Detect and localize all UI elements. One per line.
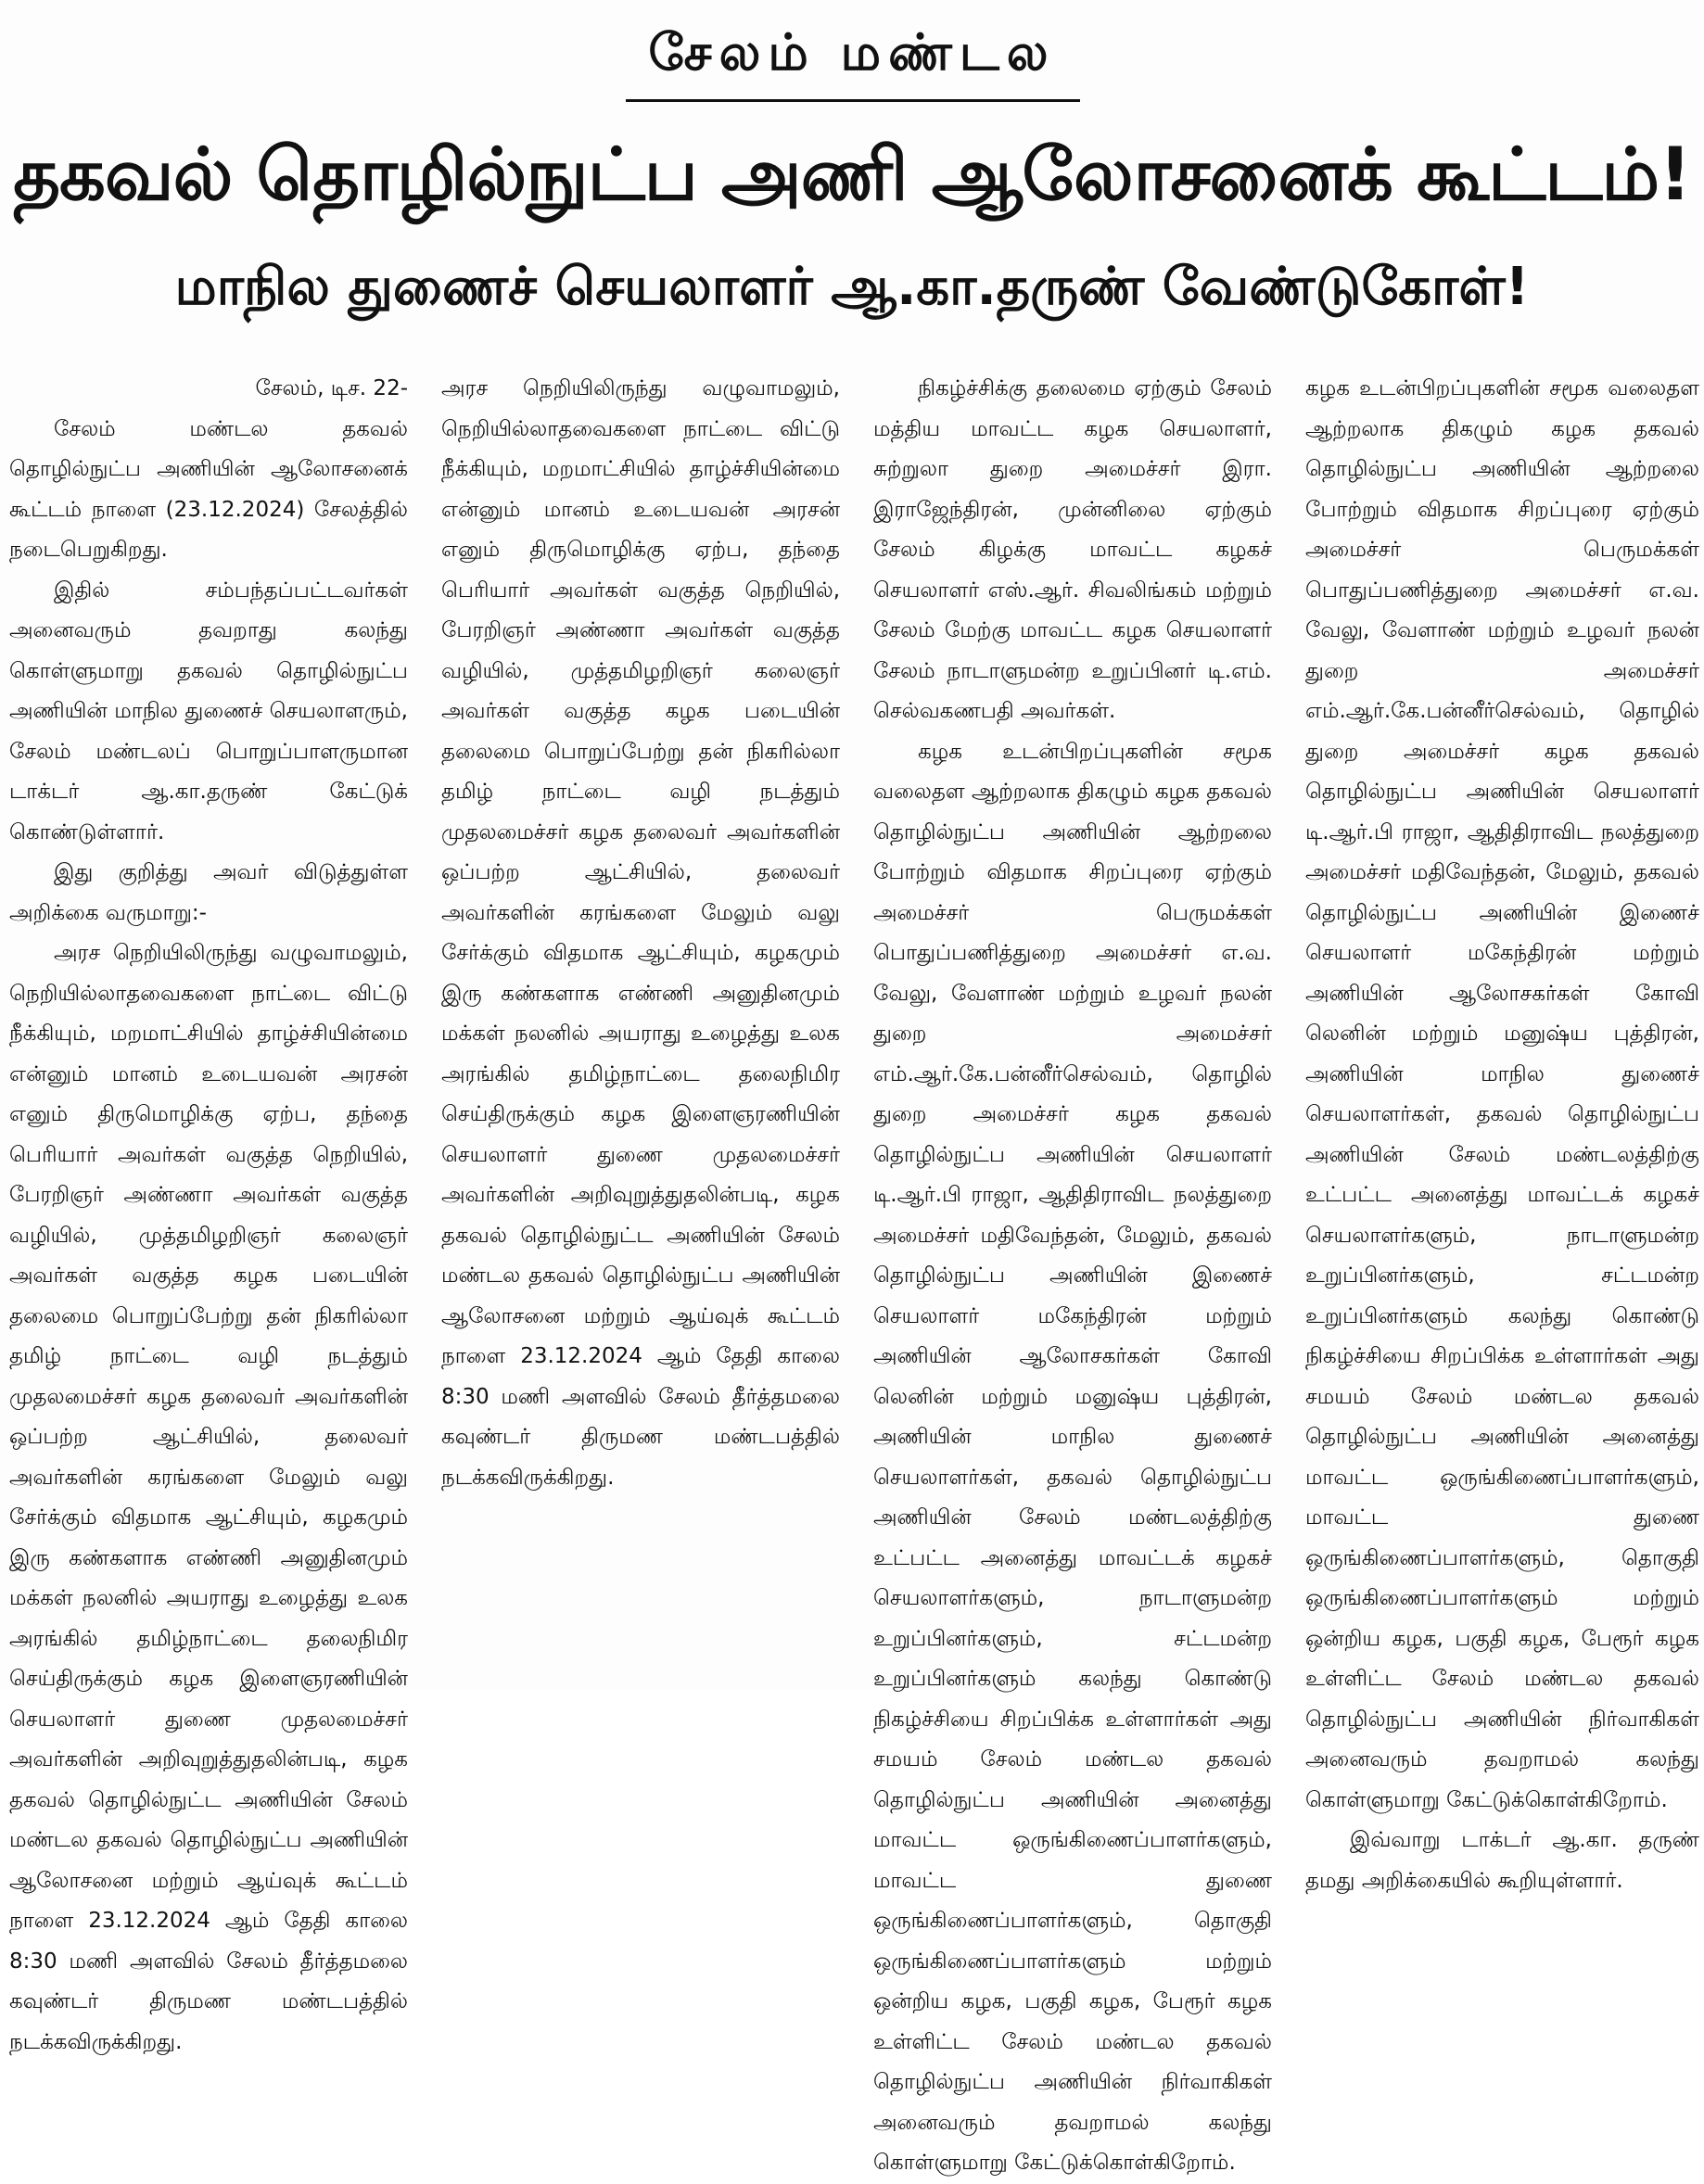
article-column-3 bbox=[873, 369, 1272, 2175]
article-column-1 bbox=[9, 369, 408, 2054]
article-paragraph: கழக உடன்பிறப்புகளின் சமூக வலைதள ஆற்றலாக திகழும் கழக தகவல் தொழில்நுட்ப அணியின் ஆற்றலை போற்றும் விதமாக சிறப்புரை ஏற்கும் அமைச்சர் பெருமக்கள் பொதுப்பணித்துறை அமைச்சர் எ.வ. வேலு, வேளாண் மற்றும் உழவர் நலன் துறை அமைச்சர் எம்.ஆர்.கே.பன்னீர்செல்வம், தொழில் துறை அமைச்சர் கழக தகவல் தொழில்நுட்ப அணியின் செயலாளர் டி.ஆர்.பி ராஜா, ஆதிதிராவிட நலத்துறை அமைச்சர் மதிவேந்தன், மேலும், தகவல் தொழில்நுட்ப அணியின் இணைச் செயலாளர் மகேந்திரன் மற்றும் அணியின் ஆலோசகர்கள் கோவி லெனின் மற்றும் மனுஷ்ய புத்திரன், அணியின் மாநில துணைச் செயலாளர்கள், தகவல் தொழில்நுட்ப அணியின் சேலம் மண்டலத்திற்கு உட்பட்ட அனைத்து மாவட்டக் கழகச் செயலாளர்களும், நாடாளுமன்ற உறுப்பினர்களும், சட்டமன்ற உறுப்பினர்களும் கலந்து கொண்டு நிகழ்ச்சியை சிறப்பிக்க உள்ளார்கள் அது சமயம் சேலம் மண்டல தகவல் தொழில்நுட்ப அணியின் அனைத்து மாவட்ட ஒருங்கிணைப்பாளர்களும், மாவட்ட துணை ஒருங்கிணைப்பாளர்களும், தொகுதி ஒருங்கிணைப்பாளர்களும் மற்றும் ஒன்றிய கழக, பகுதி கழக, பேரூர் கழக உள்ளிட்ட சேலம் மண்டல தகவல் தொழில்நுட்ப அணியின் நிர்வாகிகள் அனைவரும் தவறாமல் கலந்து கொள்ளுமாறு கேட்டுக்கொள்கிறோம். bbox=[873, 739, 1272, 2175]
article-column-2 bbox=[441, 369, 840, 1685]
article-body bbox=[0, 369, 1704, 2175]
subheadline: மாநில துணைச் செயலாளர் ஆ.கா.தருண் வேண்டுகோள்! bbox=[174, 257, 1530, 317]
dateline: சேலம், டிச. 22- bbox=[255, 376, 408, 400]
article-paragraph: இதில் சம்பந்தப்பட்டவர்கள் அனைவரும் தவறாது கலந்து கொள்ளுமாறு தகவல் தொழில்நுட்ப அணியின் மாநில துணைச் செயலாளரும், சேலம் மண்டலப் பொறுப்பாளருமான டாக்டர் ஆ.கா.தருண் கேட்டுக் கொண்டுள்ளார். bbox=[9, 578, 408, 844]
article-column-4 bbox=[1305, 369, 1699, 1893]
article-paragraph: நிகழ்ச்சிக்கு தலைமை ஏற்கும் சேலம் மத்திய மாவட்ட கழக செயலாளர், சுற்றுலா துறை அமைச்சர் இரா. இராஜேந்திரன், முன்னிலை ஏற்கும் சேலம் கிழக்கு மாவட்ட கழகச் செயலாளர் எஸ்.ஆர். சிவலிங்கம் மற்றும் சேலம் மேற்கு மாவட்ட கழக செயலாளர் சேலம் நாடாளுமன்ற உறுப்பினர் டி.எம். செல்வகணபதி அவர்கள். bbox=[873, 376, 1272, 723]
article-paragraph: இவ்வாறு டாக்டர் ஆ.கா. தருண் தமது அறிக்கையில் கூறியுள்ளார். bbox=[1305, 1828, 1699, 1893]
kicker-underline bbox=[626, 99, 1080, 102]
article-paragraph: இது குறித்து அவர் விடுத்துள்ள அறிக்கை வருமாறு:- bbox=[9, 860, 408, 925]
article-paragraph: சேலம் மண்டல தகவல் தொழில்நுட்ப அணியின் ஆலோசனைக் கூட்டம் நாளை (23.12.2024) சேலத்தில் நடைபெறுகிறது. bbox=[9, 416, 408, 562]
article-paragraph: அரச நெறியிலிருந்து வழுவாமலும், நெறியில்லாதவைகளை நாட்டை விட்டு நீக்கியும், மறமாட்சியில் தாழ்ச்சியின்மை என்னும் மானம் உடையவன் அரசன் எனும் திருமொழிக்கு ஏற்ப, தந்தை பெரியார் அவர்கள் வகுத்த நெறியில், பேரறிஞர் அண்ணா அவர்கள் வகுத்த வழியில், முத்தமிழறிஞர் கலைஞர் அவர்கள் வகுத்த கழக படையின் தலைமை பொறுப்பேற்று தன் நிகரில்லா தமிழ் நாட்டை வழி நடத்தும் முதலமைச்சர் கழக தலைவர் அவர்களின் ஒப்பற்ற ஆட்சியில், தலைவர் அவர்களின் கரங்களை மேலும் வலு சேர்க்கும் விதமாக ஆட்சியும், கழகமும் இரு கண்களாக எண்ணி அனுதினமும் மக்கள் நலனில் அயராது உழைத்து உலக அரங்கில் தமிழ்நாட்டை தலைநிமிர செய்திருக்கும் கழக இளைஞரணியின் செயலாளர் துணை முதலமைச்சர் அவர்களின் அறிவுறுத்துதலின்படி, கழக தகவல் தொழில்நுட்ட அணியின் சேலம் மண்டல தகவல் தொழில்நுட்ப அணியின் ஆலோசனை மற்றும் ஆய்வுக் கூட்டம் நாளை 23.12.2024 ஆம் தேதி காலை 8:30 மணி அளவில் சேலம் தீர்த்தமலை கவுண்டர் திருமண மண்டபத்தில் நடக்கவிருக்கிறது. bbox=[9, 941, 408, 2054]
article-paragraph: கழக உடன்பிறப்புகளின் சமூக வலைதள ஆற்றலாக திகழும் கழக தகவல் தொழில்நுட்ப அணியின் ஆற்றலை போற்றும் விதமாக சிறப்புரை ஏற்கும் அமைச்சர் பெருமக்கள் பொதுப்பணித்துறை அமைச்சர் எ.வ. வேலு, வேளாண் மற்றும் உழவர் நலன் துறை அமைச்சர் எம்.ஆர்.கே.பன்னீர்செல்வம், தொழில் துறை அமைச்சர் கழக தகவல் தொழில்நுட்ப அணியின் செயலாளர் டி.ஆர்.பி ராஜா, ஆதிதிராவிட நலத்துறை அமைச்சர் மதிவேந்தன், மேலும், தகவல் தொழில்நுட்ப அணியின் இணைச் செயலாளர் மகேந்திரன் மற்றும் அணியின் ஆலோசகர்கள் கோவி லெனின் மற்றும் மனுஷ்ய புத்திரன், அணியின் மாநில துணைச் செயலாளர்கள், தகவல் தொழில்நுட்ப அணியின் சேலம் மண்டலத்திற்கு உட்பட்ட அனைத்து மாவட்டக் கழகச் செயலாளர்களும், நாடாளுமன்ற உறுப்பினர்களும், சட்டமன்ற உறுப்பினர்களும் கலந்து கொண்டு நிகழ்ச்சியை சிறப்பிக்க உள்ளார்கள் அது சமயம் சேலம் மண்டல தகவல் தொழில்நுட்ப அணியின் அனைத்து மாவட்ட ஒருங்கிணைப்பாளர்களும், மாவட்ட துணை ஒருங்கிணைப்பாளர்களும், தொகுதி ஒருங்கிணைப்பாளர்களும் மற்றும் ஒன்றிய கழக, பகுதி கழக, பேரூர் கழக உள்ளிட்ட சேலம் மண்டல தகவல் தொழில்நுட்ப அணியின் நிர்வாகிகள் அனைவரும் தவறாமல் கலந்து கொள்ளுமாறு கேட்டுக்கொள்கிறோம். bbox=[1305, 376, 1699, 1812]
article-paragraph: அரச நெறியிலிருந்து வழுவாமலும், நெறியில்லாதவைகளை நாட்டை விட்டு நீக்கியும், மறமாட்சியில் தாழ்ச்சியின்மை என்னும் மானம் உடையவன் அரசன் எனும் திருமொழிக்கு ஏற்ப, தந்தை பெரியார் அவர்கள் வகுத்த நெறியில், பேரறிஞர் அண்ணா அவர்கள் வகுத்த வழியில், முத்தமிழறிஞர் கலைஞர் அவர்கள் வகுத்த கழக படையின் தலைமை பொறுப்பேற்று தன் நிகரில்லா தமிழ் நாட்டை வழி நடத்தும் முதலமைச்சர் கழக தலைவர் அவர்களின் ஒப்பற்ற ஆட்சியில், தலைவர் அவர்களின் கரங்களை மேலும் வலு சேர்க்கும் விதமாக ஆட்சியும், கழகமும் இரு கண்களாக எண்ணி அனுதினமும் மக்கள் நலனில் அயராது உழைத்து உலக அரங்கில் தமிழ்நாட்டை தலைநிமிர செய்திருக்கும் கழக இளைஞரணியின் செயலாளர் துணை முதலமைச்சர் அவர்களின் அறிவுறுத்துதலின்படி, கழக தகவல் தொழில்நுட்ட அணியின் சேலம் மண்டல தகவல் தொழில்நுட்ப அணியின் ஆலோசனை மற்றும் ஆய்வுக் கூட்டம் நாளை 23.12.2024 ஆம் தேதி காலை 8:30 மணி அளவில் சேலம் தீர்த்தமலை கவுண்டர் திருமண மண்டபத்தில் நடக்கவிருக்கிறது. bbox=[441, 376, 840, 1490]
headline: தகவல் தொழில்நுட்ப அணி ஆலோசனைக் கூட்டம்! bbox=[13, 133, 1691, 217]
section-kicker: சேலம் மண்டல bbox=[648, 23, 1056, 82]
